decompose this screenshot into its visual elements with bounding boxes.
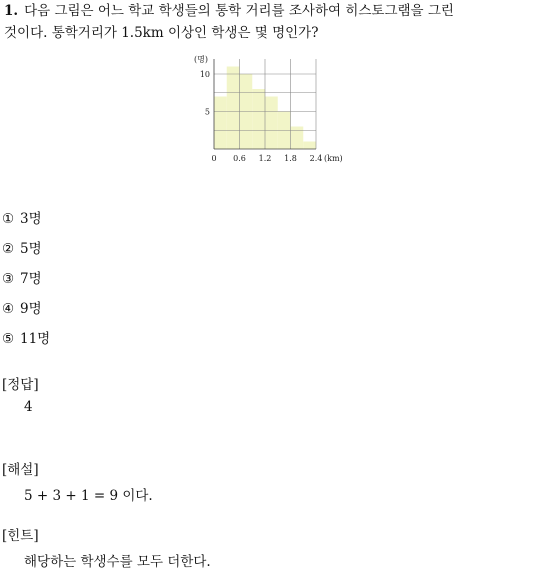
y-axis-label: (명) [194,55,208,64]
choice-2-mark: ② [2,241,15,257]
histogram-bar [291,127,304,150]
hint-text: 해당하는 학생수를 모두 더한다. [24,554,211,570]
answer-value: 4 [24,399,33,415]
choice-3-text: 7명 [20,271,42,287]
y-tick-label: 5 [204,107,210,117]
choice-5-text: 11명 [20,331,51,347]
choice-4-mark: ④ [2,301,15,317]
choice-5[interactable] [2,330,50,348]
hint-label: [힌트] [2,528,39,544]
choice-2[interactable] [2,240,42,258]
y-tick-label: 10 [199,70,210,79]
choice-3[interactable] [2,270,42,288]
choice-1-text: 3명 [20,211,42,227]
choice-3-mark: ③ [2,271,15,287]
question-number: 1. [4,3,19,19]
histogram-bar [252,89,265,149]
x-axis-label: (km) [324,154,343,163]
question-line-1 [4,0,529,22]
choice-4[interactable] [2,300,42,318]
histogram-bar [303,142,316,150]
choice-5-mark: ⑤ [2,331,15,347]
question-text-1: 다음 그림은 어느 학교 학생들의 통학 거리를 조사하여 히스토그램을 그린 [24,3,454,19]
choice-1-mark: ① [2,211,15,227]
histogram-bar [214,97,227,150]
histogram-bar [227,67,240,150]
answer-label: [정답] [2,377,39,393]
x-tick-label: 0.6 [233,154,246,163]
x-tick-label: 1.2 [258,154,272,163]
histogram-bar [265,97,278,150]
question [4,0,529,44]
explanation-text: 5 + 3 + 1 = 9 이다. [24,488,153,504]
choice-4-text: 9명 [20,301,42,317]
histogram-chart [188,52,348,170]
x-tick-label: 2.4 [309,154,323,163]
x-tick-label: 0 [211,154,217,163]
question-line-2: 것이다. 통학거리가 1.5km 이상인 학생은 몇 명인가? [4,25,319,41]
choice-2-text: 5명 [20,241,42,257]
x-tick-label: 1.8 [284,154,297,163]
explanation-label: [해설] [2,462,39,478]
choice-1[interactable] [2,210,42,228]
